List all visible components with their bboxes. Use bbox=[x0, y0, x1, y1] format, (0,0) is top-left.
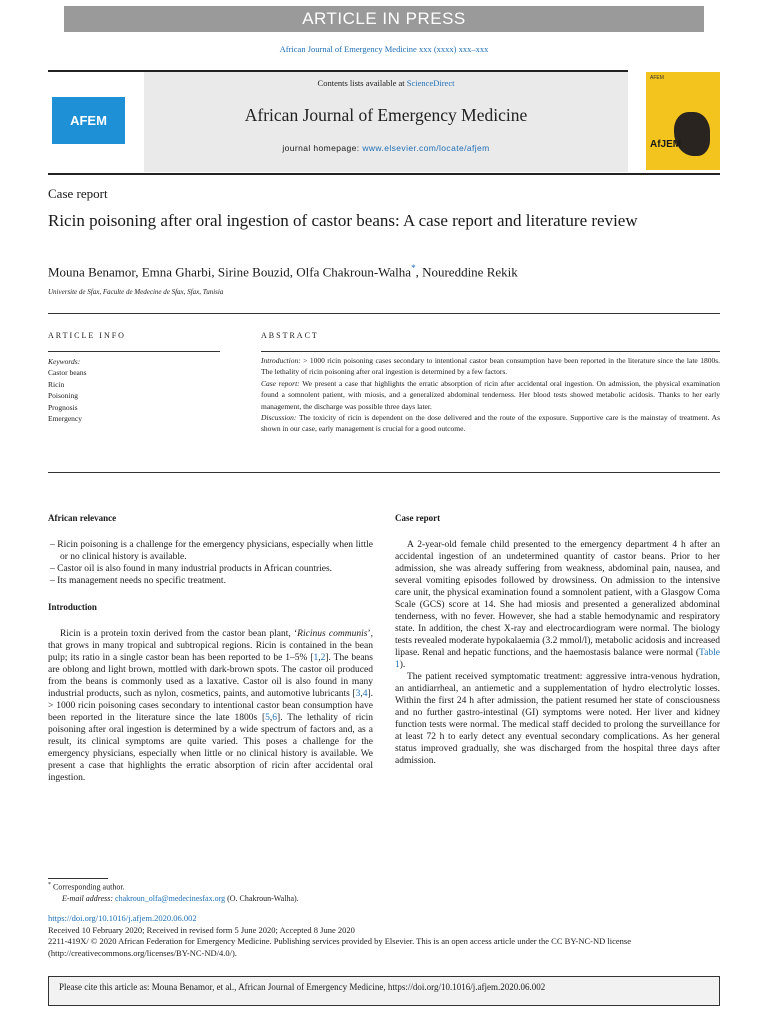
reference-link[interactable]: 4 bbox=[362, 689, 368, 699]
article-type: Case report bbox=[48, 186, 108, 201]
abstract-discussion-label: Discussion: bbox=[261, 413, 297, 423]
abstract-case-text: We present a case that highlights the erratic absorption of ricin after accidental oral ingestion. On admission, the physical examination found a somnolent patient, with miosis, and a generalized abdominal tenderness. Her blood tests showed metabolic acidosis. Thanks to her early management, the discharge was possible three days later. bbox=[261, 378, 720, 411]
email-link[interactable]: chakroun_olfa@medecinesfax.org bbox=[115, 894, 226, 903]
reference-link[interactable]: 1 bbox=[313, 653, 319, 663]
footnote-corresponding bbox=[48, 882, 125, 892]
abstract-discussion bbox=[261, 412, 720, 435]
intro-separator: , bbox=[360, 689, 363, 699]
homepage-link[interactable]: www.elsevier.com/locate/afjem bbox=[362, 143, 490, 153]
intro-text: Ricin is a protein toxin derived from the castor bean plant, ‘ bbox=[60, 629, 298, 639]
introduction-heading: Introduction bbox=[48, 602, 97, 612]
list-item: – Castor oil is also found in many industrial products in African countries. bbox=[50, 564, 333, 574]
license-text: 2211-419X/ © 2020 African Federation for Emergency Medicine. Publishing services provided by Elsevier. This is an open access article under the CC BY-NC-ND license (http://creativecommons.org/licenses/BY-NC-ND/4.0/). bbox=[48, 936, 631, 958]
list-item: – Its management needs no specific treatment. bbox=[50, 576, 226, 586]
email-label: E-mail address: bbox=[62, 894, 114, 903]
affiliation: Universite de Sfax, Faculte de Medecine de Sfax, Sfax, Tunisia bbox=[48, 288, 224, 296]
abstract-heading: ABSTRACT bbox=[261, 331, 319, 340]
journal-cover-thumbnail[interactable] bbox=[646, 72, 720, 170]
keyword: Prognosis bbox=[48, 402, 78, 412]
article-in-press-banner: ARTICLE IN PRESS bbox=[64, 6, 704, 32]
contents-prefix: Contents lists available at bbox=[317, 78, 407, 88]
authors-tail: , Noureddine Rekik bbox=[415, 264, 518, 280]
case-paragraph-1 bbox=[395, 539, 720, 671]
abstract-intro-label: Introduction: bbox=[261, 356, 301, 365]
case-text: A 2-year-old female child presented to the emergency department 4 h after an accidental ingestion of an undetermined quantity of castor beans. Prior to her admission, she was already suffering from weakness, abdominal pain, nausea, and several vomiting episodes followed by drowsiness. On admission to the intensive care unit, the physical examination found a somnolent patient, with a Glasgow Coma Scale (GCS) score at 14. She had miosis and presented a generalized abdominal tenderness, with no fever. However, she had a stable hemodynamic and respiratory state. In addition, the chest X-ray and electrocardiogram were normal. The biology tests revealed moderate hypokalaemia (3.2 mmol/l), metabolic acidosis and increased lipase. Renal and hepatic functions, and the haemostasis balance were normal ( bbox=[395, 540, 720, 658]
keyword: Castor beans bbox=[48, 368, 87, 378]
homepage-prefix: journal homepage: bbox=[282, 143, 363, 153]
info-top-rule bbox=[48, 313, 720, 314]
reference-link[interactable]: 5 bbox=[265, 713, 270, 723]
intro-species: Ricinus communis bbox=[297, 629, 368, 639]
keywords-label: Keywords: bbox=[48, 357, 81, 366]
abstract-body bbox=[261, 355, 720, 435]
article-title: Ricin poisoning after oral ingestion of castor beans: A case report and literature review bbox=[48, 211, 638, 230]
left-column bbox=[48, 512, 373, 784]
abstract-intro-text: > 1000 ricin poisoning cases secondary to intentional castor bean consumption have been reported in the literature since the late 1800s. The lethality of ricin poisoning after oral ingestion is determined by a few factors. bbox=[261, 356, 720, 377]
case-text: ). bbox=[399, 660, 406, 670]
authors-main: Mouna Benamor, Emna Gharbi, Sirine Bouzid, Olfa Chakroun-Walha bbox=[48, 264, 412, 280]
email-tail: (O. Chakroun-Walha). bbox=[225, 894, 299, 903]
intro-text: ’, that grows in many tropical and subtropical regions. Ricin is contained in the bean pulp; its ratio in a single castor bean has been reported to be 1–5% [ bbox=[48, 629, 373, 663]
abstract-introduction bbox=[261, 355, 720, 378]
footnote-email bbox=[62, 894, 299, 903]
list-item: – Ricin poisoning is a challenge for the emergency physicians, especially when little or no clinical history is available. bbox=[50, 540, 373, 562]
abstract-bottom-rule bbox=[48, 472, 720, 473]
footnote-corresponding-text: Corresponding author. bbox=[51, 882, 125, 892]
intro-separator: , bbox=[318, 653, 321, 663]
citation-box: Please cite this article as: Mouna Benamor, et al., African Journal of Emergency Medicine, https://doi.org/10.1016/j.afjem.2020.06.002 bbox=[48, 976, 720, 1006]
journal-homepage bbox=[144, 143, 628, 153]
abstract-case-label: Case report: bbox=[261, 378, 300, 388]
keyword: Ricin bbox=[48, 379, 65, 389]
cover-small-label: AFEM bbox=[650, 75, 664, 81]
intro-text: ]. > 1000 ricin poisoning cases secondary to intentional castor bean consumption have been reported in the literature since the late 1800s [ bbox=[48, 689, 373, 723]
journal-title: African Journal of Emergency Medicine bbox=[244, 105, 528, 125]
footnote-rule bbox=[48, 878, 108, 879]
relevance-list bbox=[48, 539, 373, 587]
afem-logo: AFEM bbox=[52, 97, 125, 144]
case-report-heading: Case report bbox=[395, 513, 441, 523]
masthead-center bbox=[144, 72, 628, 172]
doi-link[interactable]: https://doi.org/10.1016/j.afjem.2020.06.002 bbox=[48, 913, 197, 923]
footnote-star: * bbox=[48, 882, 51, 888]
received-dates: Received 10 February 2020; Received in revised form 5 June 2020; Accepted 8 June 2020 bbox=[48, 924, 355, 935]
article-meta bbox=[48, 913, 720, 959]
intro-text: ]. The beans are oblong and light brown, mottled with dark-brown spots. The castor oil produced from the beans is commonly used as a laxative. Castor oil is also found in many industrial products, such as nylon, cosmetics, paints, and automotive lubricants [ bbox=[48, 653, 373, 699]
abstract-case bbox=[261, 378, 720, 412]
masthead-bottom-rule bbox=[48, 173, 720, 175]
intro-separator: , bbox=[269, 713, 273, 723]
abstract-rule bbox=[261, 351, 720, 352]
introduction-paragraph bbox=[48, 628, 373, 784]
article-info-heading: ARTICLE INFO bbox=[48, 331, 126, 340]
journal-citation-line[interactable]: African Journal of Emergency Medicine xxx (xxxx) xxx–xxx bbox=[279, 44, 489, 54]
contents-line bbox=[144, 78, 628, 88]
reference-link[interactable]: 3 bbox=[355, 689, 361, 699]
corresponding-author-marker[interactable]: * bbox=[411, 263, 416, 273]
sciencedirect-link[interactable]: ScienceDirect bbox=[406, 78, 455, 88]
relevance-heading: African relevance bbox=[48, 513, 117, 523]
masthead bbox=[48, 72, 720, 172]
table-1-link[interactable]: Table 1 bbox=[395, 648, 720, 670]
right-column bbox=[395, 512, 720, 767]
info-rule bbox=[48, 351, 220, 352]
reference-link[interactable]: 2 bbox=[320, 653, 326, 663]
author-list bbox=[48, 263, 688, 280]
keyword: Poisoning bbox=[48, 391, 79, 401]
case-paragraph-2: The patient received symptomatic treatment: aggressive intra-venous hydration, an antidiarrheal, an antiemetic and a supplementation of hydro electrolytic losses. Within the first 24 h after admission, the patient resumed her state of consciousness and no further gastro-intestinal (GI) symptoms were noted. Her liver and kidney function tests were normal. The medical staff decided to prolong the surveillance for at least 72 h to early detect any eventual secondary complications. As her general status improved gradually, she was discharged from the hospital three days after admission. bbox=[395, 672, 720, 766]
keywords-block bbox=[48, 356, 87, 424]
abstract-discussion-text: The toxicity of ricin is dependent on the dose delivered and the route of the exposure. Supportive care is the mainstay of treatment. As shown in our case, early management is crucial for a good outcome. bbox=[261, 413, 720, 434]
intro-text: ]. The lethality of ricin poisoning after oral ingestion is determined by a wide spectrum of factors and, as a result, its clinical symptoms are quite varied. This poses a challenge for the emergency physicians, especially when little or no clinical history is available. We present a case that highlights the erratic absorption of ricin after accidental oral ingestion. bbox=[48, 713, 373, 783]
cover-brand: AfJEM bbox=[650, 139, 682, 150]
keyword: Emergency bbox=[48, 414, 83, 424]
reference-link[interactable]: 6 bbox=[272, 713, 278, 723]
